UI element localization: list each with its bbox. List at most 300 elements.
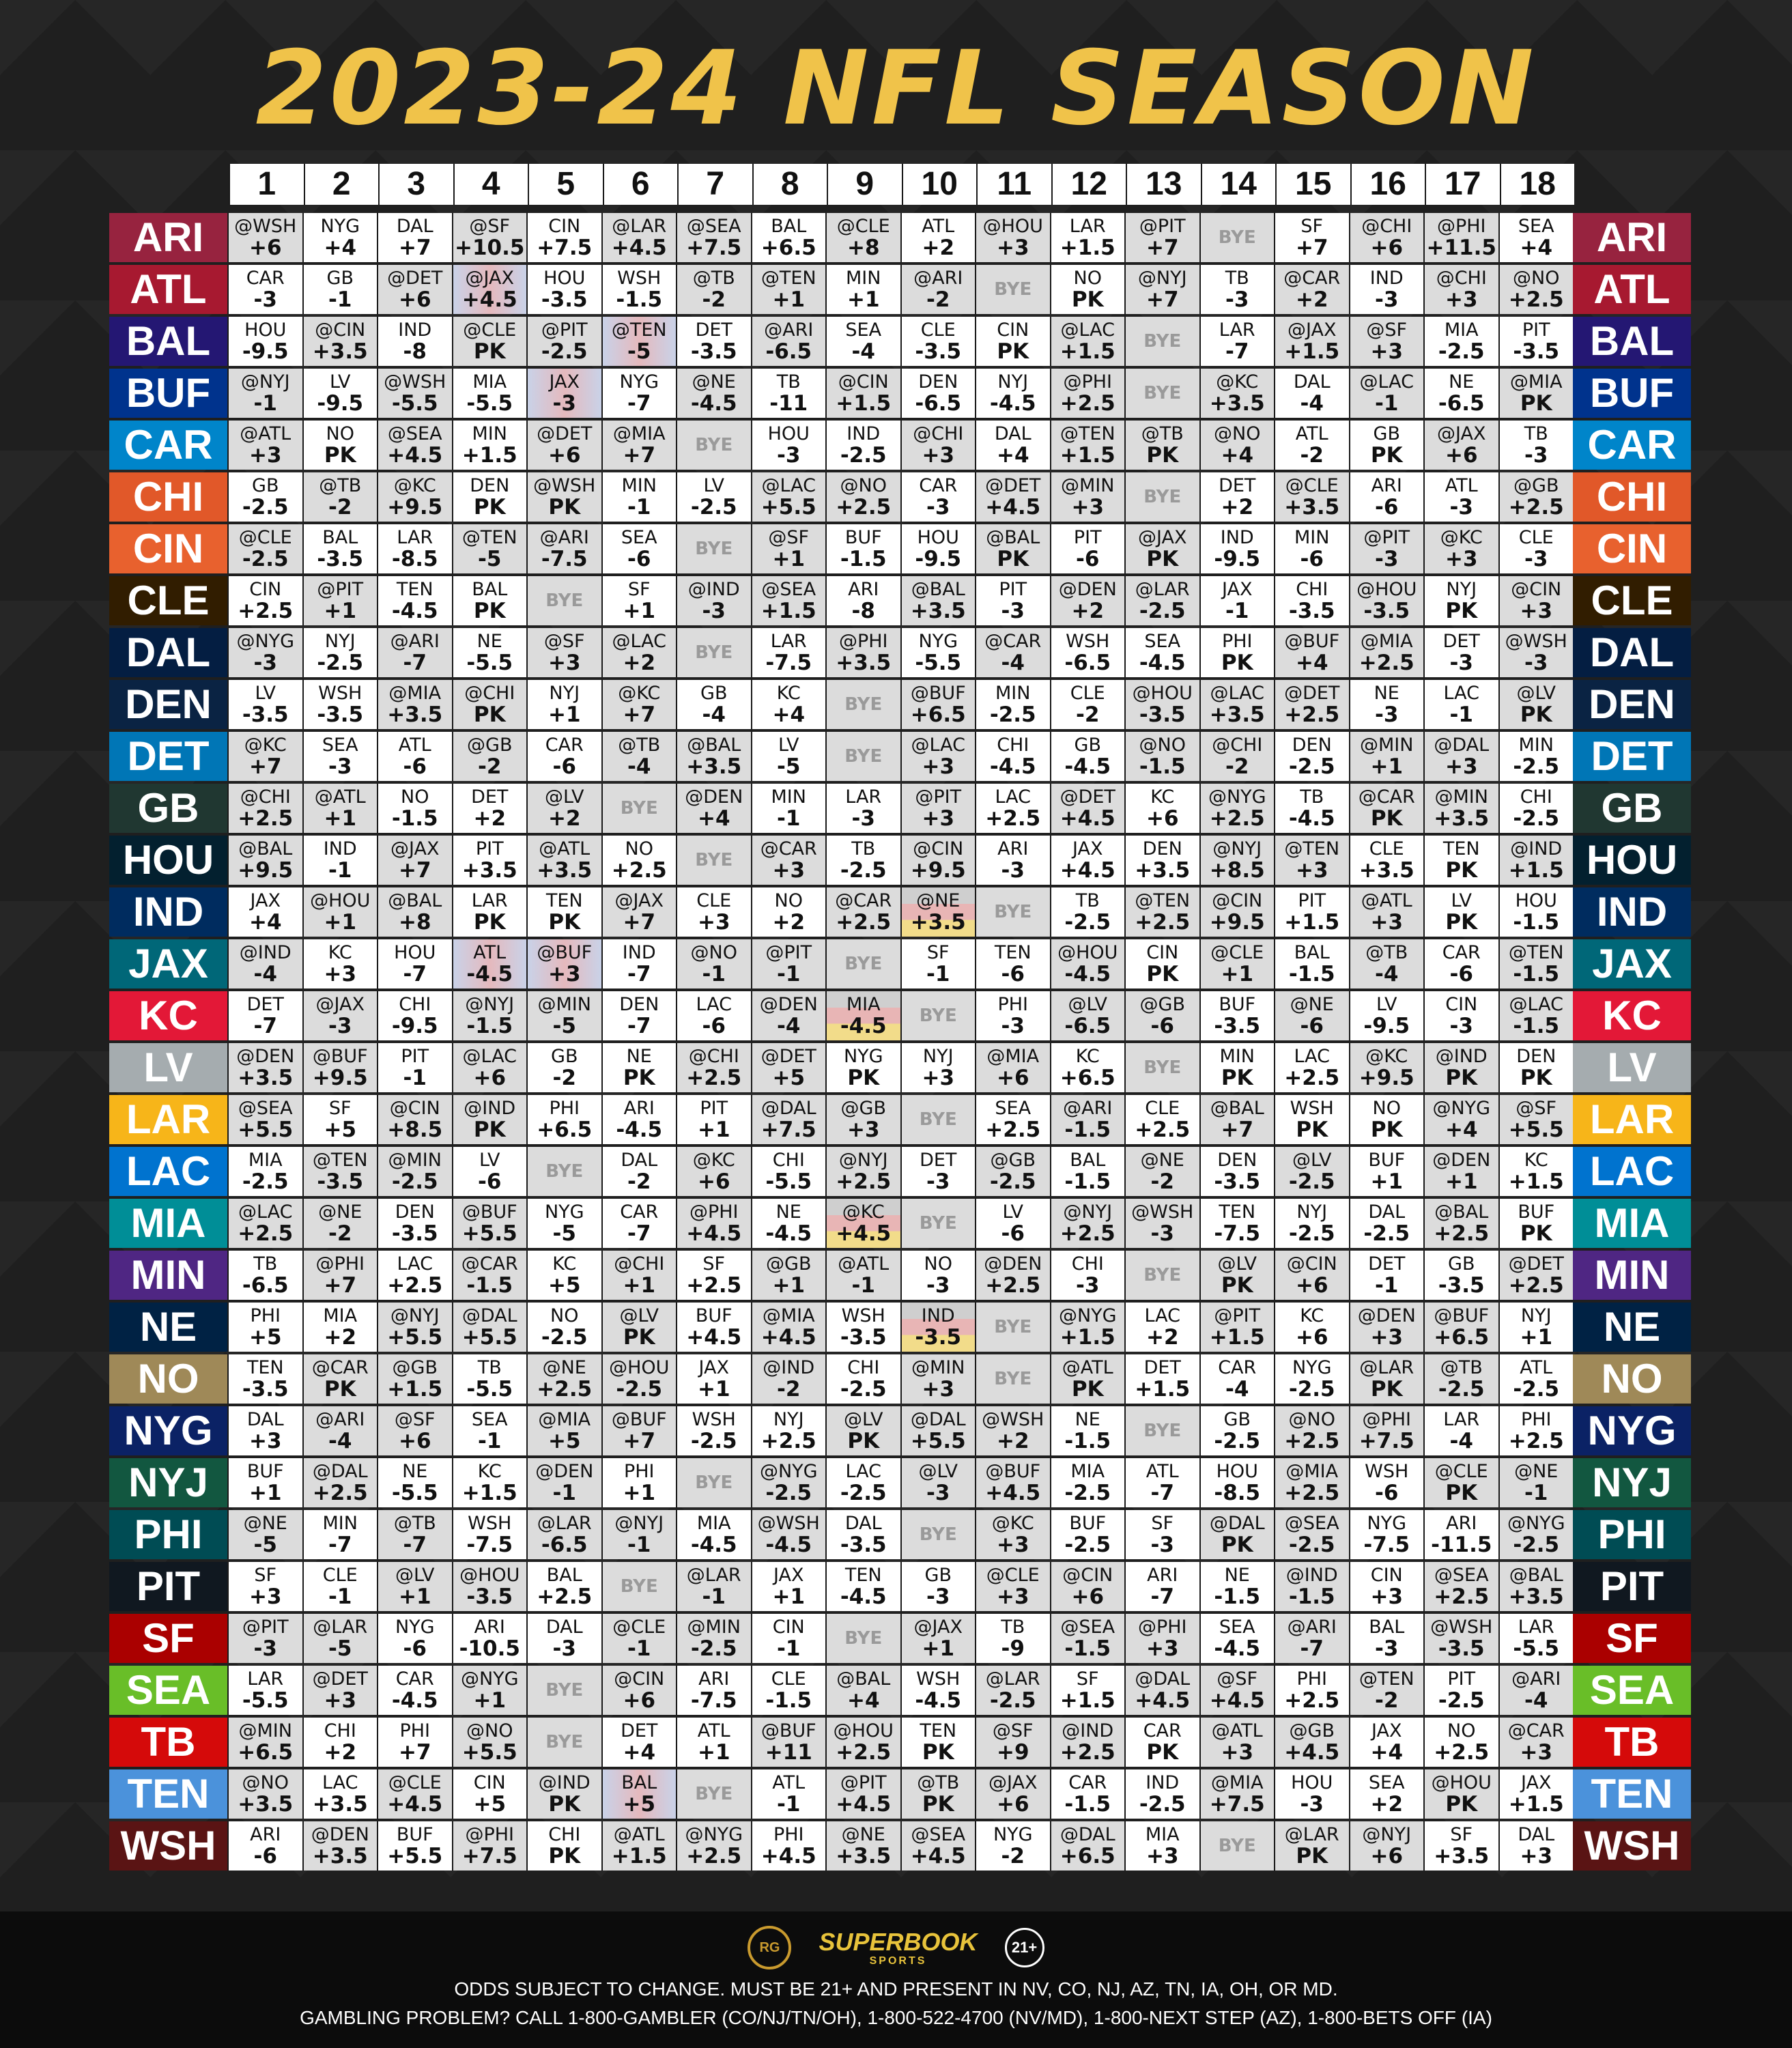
- point-spread: -4.5: [1139, 651, 1186, 675]
- game-cell: [975, 1199, 1050, 1248]
- game-cell: [601, 1406, 677, 1455]
- point-spread: +1: [772, 1273, 806, 1298]
- game-cell: [377, 939, 452, 989]
- team-row-det: [109, 730, 1691, 782]
- game-cell: [452, 369, 527, 418]
- point-spread: -4.5: [690, 391, 737, 416]
- opponent: @WSH: [1505, 631, 1567, 652]
- point-spread: -1: [1375, 1273, 1399, 1298]
- opponent: @JAX: [390, 838, 440, 859]
- opponent: @GB: [840, 1098, 886, 1119]
- opponent: @BUF: [760, 1720, 816, 1741]
- game-cell: [1124, 1354, 1199, 1404]
- game-cell: [1124, 939, 1199, 989]
- game-cell: [1050, 1458, 1125, 1507]
- game-cell: [900, 732, 976, 781]
- opponent: TEN: [1219, 1201, 1256, 1223]
- game-cell: [1498, 1614, 1574, 1663]
- game-cell: [900, 1769, 976, 1819]
- opponent: @MIA: [612, 423, 666, 444]
- week-header-6: 6: [603, 164, 678, 205]
- point-spread: -4: [1300, 391, 1324, 416]
- team-label-right: TEN: [1573, 1769, 1691, 1819]
- opponent: ARI: [698, 1668, 730, 1690]
- opponent: @SF: [1516, 1098, 1557, 1119]
- opponent: @LAR: [1284, 1824, 1339, 1845]
- game-cell: [975, 213, 1050, 262]
- opponent: @CIN: [1286, 1253, 1337, 1275]
- point-spread: -6: [1150, 1014, 1174, 1038]
- point-spread: -7.5: [690, 1688, 737, 1713]
- week-header-15: 15: [1275, 164, 1350, 205]
- game-cell: [227, 1821, 302, 1871]
- opponent: BAL: [771, 216, 807, 237]
- game-cell: [1498, 576, 1574, 625]
- opponent: @KC: [991, 1513, 1034, 1534]
- point-spread: +1: [473, 1688, 507, 1713]
- opponent: @LAR: [985, 1668, 1040, 1690]
- team-label-left: CHI: [109, 472, 227, 522]
- opponent: @ATL: [314, 786, 366, 808]
- point-spread: -5.5: [1513, 1636, 1560, 1661]
- opponent: @CIN: [614, 1668, 665, 1690]
- game-cell: [377, 680, 452, 729]
- point-spread: -3: [1225, 287, 1249, 312]
- game-cell: [1199, 732, 1275, 781]
- point-spread: +1: [772, 1584, 806, 1609]
- opponent: @GB: [467, 735, 513, 756]
- opponent: WSH: [1365, 1461, 1409, 1482]
- game-cell: [825, 1043, 900, 1092]
- point-spread: +4: [1520, 236, 1553, 260]
- opponent: @LAR: [537, 1513, 592, 1534]
- point-spread: -2.5: [1288, 1221, 1335, 1246]
- point-spread: PK: [1520, 1066, 1552, 1090]
- point-spread: +5: [772, 1066, 806, 1090]
- game-cell: [751, 472, 826, 522]
- game-cell: [302, 1406, 378, 1455]
- opponent: ARI: [1371, 475, 1402, 496]
- opponent: ARI: [997, 838, 1029, 859]
- opponent: CHI: [1071, 1253, 1104, 1275]
- opponent: @NO: [466, 1720, 513, 1741]
- game-cell: [227, 1614, 302, 1663]
- week-cells: [227, 834, 1573, 885]
- opponent: @CIN: [1212, 890, 1263, 911]
- opponent: BUF: [1368, 1150, 1406, 1171]
- point-spread: +2.5: [611, 858, 667, 883]
- opponent: @CLE: [388, 1772, 442, 1793]
- opponent: @SEA: [761, 579, 816, 600]
- point-spread: -3: [328, 754, 352, 779]
- point-spread: +1.5: [1059, 443, 1115, 468]
- team-row-mia: [109, 1197, 1691, 1249]
- opponent: @TB: [692, 268, 735, 289]
- game-cell: [377, 1303, 452, 1352]
- game-cell: [1498, 369, 1574, 418]
- game-cell: [825, 1354, 900, 1404]
- opponent: TB: [1075, 890, 1100, 911]
- opponent: MIA: [248, 1150, 283, 1171]
- game-cell: [1124, 784, 1199, 833]
- opponent: TEN: [920, 1720, 957, 1741]
- point-spread: -3: [777, 443, 801, 468]
- point-spread: +1: [1221, 962, 1254, 986]
- game-cell: [1124, 991, 1199, 1040]
- point-spread: PK: [1520, 702, 1552, 727]
- point-spread: +3: [1520, 1740, 1553, 1765]
- game-cell: [975, 784, 1050, 833]
- week-cells: [227, 1042, 1573, 1093]
- point-spread: +4.5: [836, 1792, 892, 1817]
- point-spread: +2.5: [387, 1273, 443, 1298]
- game-cell: [452, 1510, 527, 1559]
- opponent: @CAR: [760, 838, 817, 859]
- point-spread: +1.5: [461, 443, 517, 468]
- opponent: SEA: [995, 1098, 1032, 1119]
- opponent: @SEA: [1284, 1513, 1339, 1534]
- point-spread: -4: [777, 1014, 801, 1038]
- point-spread: +5.5: [461, 1740, 517, 1765]
- point-spread: +5: [248, 1325, 282, 1350]
- game-cell: [526, 732, 601, 781]
- game-cell: [377, 628, 452, 677]
- opponent: @GB: [392, 1357, 438, 1378]
- opponent: ATL: [772, 1772, 806, 1793]
- point-spread: +1.5: [1059, 339, 1115, 364]
- game-cell: [825, 887, 900, 937]
- game-cell: [1274, 887, 1349, 937]
- game-cell: [1349, 1095, 1424, 1144]
- bye-week-cell: BYE: [601, 784, 677, 833]
- point-spread: PK: [1146, 547, 1179, 571]
- opponent: LV: [1002, 1201, 1024, 1223]
- game-cell: [1423, 1199, 1498, 1248]
- opponent: @NE: [841, 1824, 885, 1845]
- point-spread: -7: [403, 651, 427, 675]
- game-cell: [302, 1562, 378, 1611]
- opponent: NYG: [619, 371, 659, 393]
- opponent: ARI: [250, 1824, 281, 1845]
- opponent: BAL: [322, 527, 358, 548]
- point-spread: +3.5: [1434, 806, 1490, 831]
- point-spread: +3: [772, 858, 806, 883]
- game-cell: [1050, 265, 1125, 314]
- point-spread: -1: [552, 1481, 576, 1505]
- game-cell: [452, 1666, 527, 1715]
- opponent: NYG: [918, 631, 958, 652]
- point-spread: +5.5: [238, 1118, 294, 1142]
- opponent: @CLE: [1285, 475, 1339, 496]
- opponent: @TEN: [1135, 890, 1191, 911]
- opponent: MIN: [846, 268, 881, 289]
- game-cell: [1498, 887, 1574, 937]
- bye-week-cell: BYE: [825, 680, 900, 729]
- opponent: DAL: [246, 1409, 284, 1430]
- game-cell: [526, 1303, 601, 1352]
- point-spread: +2.5: [1284, 1429, 1340, 1453]
- point-spread: -2.5: [541, 339, 588, 364]
- game-cell: [377, 213, 452, 262]
- opponent: @SEA: [238, 1098, 293, 1119]
- opponent: @DET: [1284, 683, 1340, 704]
- point-spread: -7: [403, 962, 427, 986]
- game-cell: [1423, 1458, 1498, 1507]
- opponent: DAL: [1518, 1824, 1555, 1845]
- game-cell: [1498, 991, 1574, 1040]
- opponent: DEN: [918, 371, 958, 393]
- game-cell: [601, 1251, 677, 1300]
- point-spread: -1.5: [1513, 910, 1560, 935]
- game-cell: [676, 887, 751, 937]
- point-spread: -3.5: [1288, 599, 1335, 623]
- point-spread: +3.5: [1209, 391, 1265, 416]
- point-spread: -3: [1001, 599, 1025, 623]
- opponent: ARI: [1147, 1565, 1178, 1586]
- opponent: NO: [401, 786, 429, 808]
- bye-week-cell: BYE: [825, 1614, 900, 1663]
- game-cell: [1199, 317, 1275, 366]
- game-cell: [227, 732, 302, 781]
- point-spread: +7: [623, 1429, 656, 1453]
- point-spread: -8: [851, 599, 875, 623]
- opponent: BUF: [396, 1824, 433, 1845]
- game-cell: [526, 265, 601, 314]
- opponent: @CLE: [238, 527, 292, 548]
- team-label-right: PHI: [1573, 1510, 1691, 1559]
- opponent: MIN: [1518, 735, 1554, 756]
- game-cell: [227, 784, 302, 833]
- game-cell: [1199, 1510, 1275, 1559]
- game-cell: [1199, 1043, 1275, 1092]
- game-cell: [1199, 421, 1275, 470]
- opponent: @WSH: [982, 1409, 1044, 1430]
- opponent: NE: [1224, 1565, 1250, 1586]
- week-cells: [227, 523, 1573, 574]
- opponent: CLE: [1145, 1098, 1180, 1119]
- game-cell: [1274, 1562, 1349, 1611]
- opponent: @NYJ: [1362, 1824, 1412, 1845]
- team-row-pit: [109, 1561, 1691, 1612]
- point-spread: -8.5: [391, 547, 438, 571]
- bye-week-cell: BYE: [676, 628, 751, 677]
- team-label-right: LV: [1573, 1043, 1691, 1092]
- opponent: LV: [255, 683, 276, 704]
- week-header-2: 2: [304, 164, 379, 205]
- opponent: @NO: [1214, 423, 1261, 444]
- team-label-right: NO: [1573, 1354, 1691, 1404]
- point-spread: +2.5: [1059, 1740, 1115, 1765]
- game-cell: [1349, 1199, 1424, 1248]
- point-spread: -6: [1300, 547, 1324, 571]
- point-spread: -1: [328, 1584, 352, 1609]
- opponent: @DAL: [461, 1305, 517, 1326]
- game-cell: [1199, 887, 1275, 937]
- point-spread: -11: [769, 391, 808, 416]
- point-spread: +1: [623, 1273, 656, 1298]
- point-spread: -2.5: [541, 1325, 588, 1350]
- point-spread: +10.5: [455, 236, 525, 260]
- opponent: @TB: [917, 1772, 960, 1793]
- game-cell: [1199, 991, 1275, 1040]
- opponent: CAR: [545, 735, 584, 756]
- game-cell: [1199, 369, 1275, 418]
- opponent: HOU: [1291, 1772, 1333, 1793]
- opponent: @JAX: [913, 1617, 963, 1638]
- game-cell: [1050, 369, 1125, 418]
- game-cell: [676, 1251, 751, 1300]
- point-spread: +4.5: [1059, 806, 1115, 831]
- week-cells: [227, 471, 1573, 522]
- point-spread: PK: [922, 1740, 954, 1765]
- point-spread: -3: [926, 495, 950, 520]
- point-spread: -7: [403, 1533, 427, 1557]
- opponent: @LV: [843, 1409, 883, 1430]
- opponent: LAR: [770, 631, 807, 652]
- opponent: DEN: [1217, 1150, 1257, 1171]
- point-spread: +9.5: [238, 858, 294, 883]
- point-spread: -3.5: [391, 1221, 438, 1246]
- team-row-ne: [109, 1301, 1691, 1353]
- point-spread: +1.5: [1284, 910, 1340, 935]
- opponent: @WSH: [1131, 1201, 1194, 1223]
- game-cell: [825, 784, 900, 833]
- opponent: HOU: [543, 268, 586, 289]
- opponent: DEN: [1142, 838, 1182, 859]
- point-spread: PK: [847, 1066, 880, 1090]
- opponent: CIN: [1445, 994, 1478, 1015]
- game-cell: [227, 1510, 302, 1559]
- point-spread: +6: [996, 1066, 1029, 1090]
- team-label-left: SEA: [109, 1666, 227, 1715]
- opponent: CLE: [771, 1668, 806, 1690]
- point-spread: -1: [627, 495, 651, 520]
- opponent: LAC: [397, 1253, 433, 1275]
- game-cell: [1199, 1303, 1275, 1352]
- game-cell: [601, 939, 677, 989]
- opponent: SF: [328, 1098, 352, 1119]
- team-label-right: DET: [1573, 732, 1691, 781]
- opponent: @NYJ: [614, 1513, 664, 1534]
- game-cell: [1423, 213, 1498, 262]
- point-spread: -5: [552, 1014, 576, 1038]
- game-cell: [825, 628, 900, 677]
- point-spread: -4.5: [765, 1533, 812, 1557]
- game-cell: [452, 421, 527, 470]
- point-spread: -1: [702, 1584, 726, 1609]
- opponent: WSH: [468, 1513, 512, 1534]
- game-cell: [1050, 421, 1125, 470]
- point-spread: PK: [1370, 443, 1403, 468]
- point-spread: -6.5: [1064, 651, 1111, 675]
- point-spread: -3.5: [541, 287, 588, 312]
- game-cell: [1199, 472, 1275, 522]
- point-spread: -2: [552, 1066, 576, 1090]
- opponent: DEN: [1516, 1046, 1556, 1067]
- game-cell: [1423, 524, 1498, 573]
- opponent: @LAC: [1060, 319, 1115, 341]
- opponent: @NYJ: [838, 1150, 888, 1171]
- opponent: @IND: [239, 942, 291, 963]
- game-cell: [1349, 265, 1424, 314]
- opponent: @TEN: [1508, 942, 1564, 963]
- team-row-phi: [109, 1509, 1691, 1561]
- game-cell: [452, 836, 527, 885]
- game-cell: [302, 1666, 378, 1715]
- opponent: @CHI: [1361, 216, 1412, 237]
- game-cell: [1124, 680, 1199, 729]
- game-cell: [1349, 1666, 1424, 1715]
- point-spread: -7.5: [466, 1533, 513, 1557]
- point-spread: +3.5: [836, 1844, 892, 1868]
- game-cell: [452, 1043, 527, 1092]
- point-spread: +4.5: [1209, 1688, 1265, 1713]
- opponent: @KC: [842, 1201, 885, 1223]
- game-cell: [751, 265, 826, 314]
- game-cell: [601, 1303, 677, 1352]
- game-cell: [1498, 1147, 1574, 1196]
- week-header-5: 5: [528, 164, 603, 205]
- game-cell: [302, 524, 378, 573]
- game-cell: [751, 1718, 826, 1767]
- point-spread: PK: [922, 1792, 954, 1817]
- point-spread: -3.5: [690, 339, 737, 364]
- game-cell: [526, 421, 601, 470]
- point-spread: -3.5: [1438, 1636, 1485, 1661]
- bye-week-cell: BYE: [975, 265, 1050, 314]
- game-cell: [1199, 1199, 1275, 1248]
- game-cell: [1423, 1666, 1498, 1715]
- opponent: @BUF: [1284, 631, 1340, 652]
- point-spread: PK: [1445, 1066, 1478, 1090]
- game-cell: [1423, 732, 1498, 781]
- point-spread: +4: [847, 1688, 880, 1713]
- opponent: NYG: [993, 1824, 1033, 1845]
- schedule-grid: [109, 212, 1691, 1871]
- opponent: @CHI: [1212, 735, 1263, 756]
- opponent: GB: [700, 683, 728, 704]
- point-spread: PK: [1146, 1740, 1179, 1765]
- game-cell: [1274, 213, 1349, 262]
- point-spread: -5.5: [466, 391, 513, 416]
- game-cell: [751, 1199, 826, 1248]
- game-cell: [825, 836, 900, 885]
- opponent: @PHI: [1137, 1617, 1187, 1638]
- game-cell: [1274, 1510, 1349, 1559]
- team-row-ind: [109, 886, 1691, 938]
- game-cell: [676, 213, 751, 262]
- game-cell: [526, 887, 601, 937]
- point-spread: PK: [473, 495, 506, 520]
- point-spread: -7.5: [1214, 1221, 1261, 1246]
- point-spread: +3: [922, 1066, 955, 1090]
- team-label-right: CAR: [1573, 421, 1691, 470]
- game-cell: [751, 1614, 826, 1663]
- team-label-right: JAX: [1573, 939, 1691, 989]
- opponent: @IND: [763, 1357, 815, 1378]
- week-cells: [227, 1664, 1573, 1716]
- game-cell: [751, 369, 826, 418]
- opponent: CIN: [997, 319, 1029, 341]
- point-spread: +6: [398, 287, 431, 312]
- game-cell: [1199, 1251, 1275, 1300]
- point-spread: +3.5: [312, 1792, 368, 1817]
- bye-week-cell: BYE: [1199, 1821, 1275, 1871]
- opponent: @BAL: [1434, 1201, 1489, 1223]
- opponent: BUF: [1518, 1201, 1555, 1223]
- point-spread: +2: [1370, 1792, 1404, 1817]
- point-spread: -4: [1449, 1429, 1473, 1453]
